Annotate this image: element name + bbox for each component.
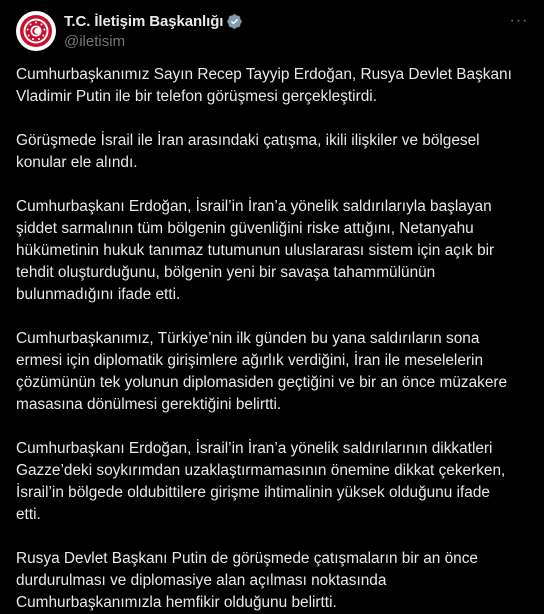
tweet-paragraph: Cumhurbaşkanımız, Türkiye’nin ilk günden bu yana saldırıların sona ermesi için diplomatik girişimlere ağırlık verdiğini, İran ile meselelerin çözümünün tek yolunun diplomasiden geçtiğini ve bir an önce müzakere masasına dönülmesi gerektiğini belirtti. — [16, 330, 508, 413]
handle[interactable]: @iletisim — [64, 33, 126, 50]
display-name[interactable]: T.C. İletişim Başkanlığı — [64, 13, 224, 30]
name-row — [64, 12, 243, 31]
tweet-paragraph: Görüşmede İsrail ile İran arasındaki çatışma, ikili ilişkiler ve bölgesel konular ele alındı. — [16, 132, 480, 171]
more-options-icon[interactable]: ··· — [509, 12, 529, 29]
tweet-paragraph: Cumhurbaşkanı Erdoğan, İsrail’in İran’a yönelik saldırılarıyla başlayan şiddet sarmalının tüm bölgenin güvenliğini riske attığını, Netanyahu hükümetinin hukuk tanımaz tutumunun uluslararası sistem için açık bir tehdit oluşturduğunu, bölgenin yeni bir savaşa tahammülünün bulunmadığını ifade etti. — [16, 198, 495, 303]
tweet-paragraph: Rusya Devlet Başkanı Putin de görüşmede çatışmaların bir an önce durdurulması ve diplomasiye alan açılması noktasında Cumhurbaşkanımızla hemfikir olduğunu belirtti. — [16, 550, 478, 611]
tweet-header — [16, 10, 528, 56]
turkish-presidency-seal-icon — [19, 14, 53, 48]
verified-badge-icon[interactable] — [226, 13, 243, 30]
tweet-text — [16, 64, 521, 614]
avatar[interactable] — [16, 11, 56, 51]
account-identity[interactable] — [64, 12, 243, 50]
tweet-paragraph: Cumhurbaşkanımız Sayın Recep Tayyip Erdoğan, Rusya Devlet Başkanı Vladimir Putin ile bir telefon görüşmesi gerçekleştirdi. — [16, 66, 512, 105]
tweet-paragraph: Cumhurbaşkanı Erdoğan, İsrail’in İran’a yönelik saldırılarının dikkatleri Gazze’deki soykırımdan uzaklaştırmamasının önemine dikkat çekerken, İsrail’in bölgede oldubittilere girişme ihtimalinin yüksek olduğunu ifade etti. — [16, 440, 506, 523]
